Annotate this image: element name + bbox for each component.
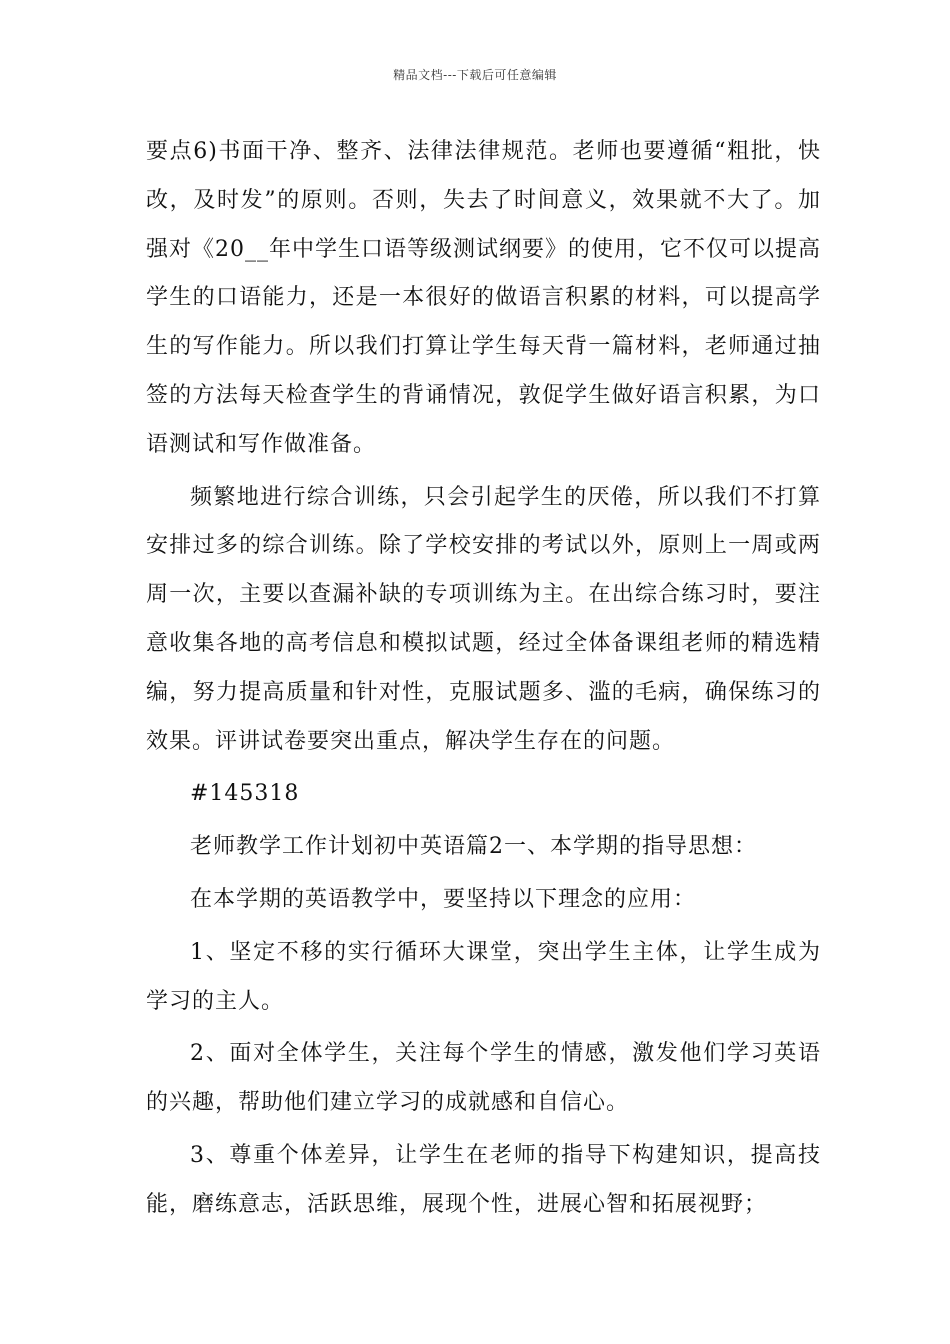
paragraph-3: #145318 [190,781,300,807]
paragraph-8: 3、尊重个体差异，让学生在老师的指导下构建知识，提高技能，磨练意志，活跃思维，展现个性，进展心智和拓展视野； [146,1142,821,1217]
document-body [146,128,821,1234]
paragraph-7: 2、面对全体学生，关注每个学生的情感，激发他们学习英语的兴趣，帮助他们建立学习的成就感和自信心。 [146,1041,821,1116]
paragraph-2: 频繁地进行综合训练，只会引起学生的厌倦，所以我们不打算安排过多的综合训练。除了学校安排的考试以外，原则上一周或两周一次，主要以查漏补缺的专项训练为主。在出综合练习时，要注意收集各地的高考信息和模拟试题，经过全体备课组老师的精选精编，努力提高质量和针对性，克服试题多、滥的毛病，确保练习的效果。评讲试卷要突出重点，解决学生存在的问题。 [146,484,821,754]
paragraph-5: 在本学期的英语教学中，要坚持以下理念的应用： [190,886,697,912]
paragraph-1: 要点6)书面干净、整齐、法律法律规范。老师也要遵循“粗批，快改，及时发”的原则。否则，失去了时间意义，效果就不大了。加强对《20__年中学生口语等级测试纲要》的使用，它不仅可以提高学生的口语能力，还是一本很好的做语言积累的材料，可以提高学生的写作能力。所以我们打算让学生每天背一篇材料，老师通过抽签的方法每天检查学生的背诵情况，敦促学生做好语言积累，为口语测试和写作做准备。 [146,139,821,457]
paragraph-6: 1、坚定不移的实行循环大课堂，突出学生主体，让学生成为学习的主人。 [146,939,821,1014]
paragraph-4: 老师教学工作计划初中英语篇2一、本学期的指导思想： [190,834,757,860]
page-header: 精品文档---下载后可任意编辑 [393,68,557,82]
